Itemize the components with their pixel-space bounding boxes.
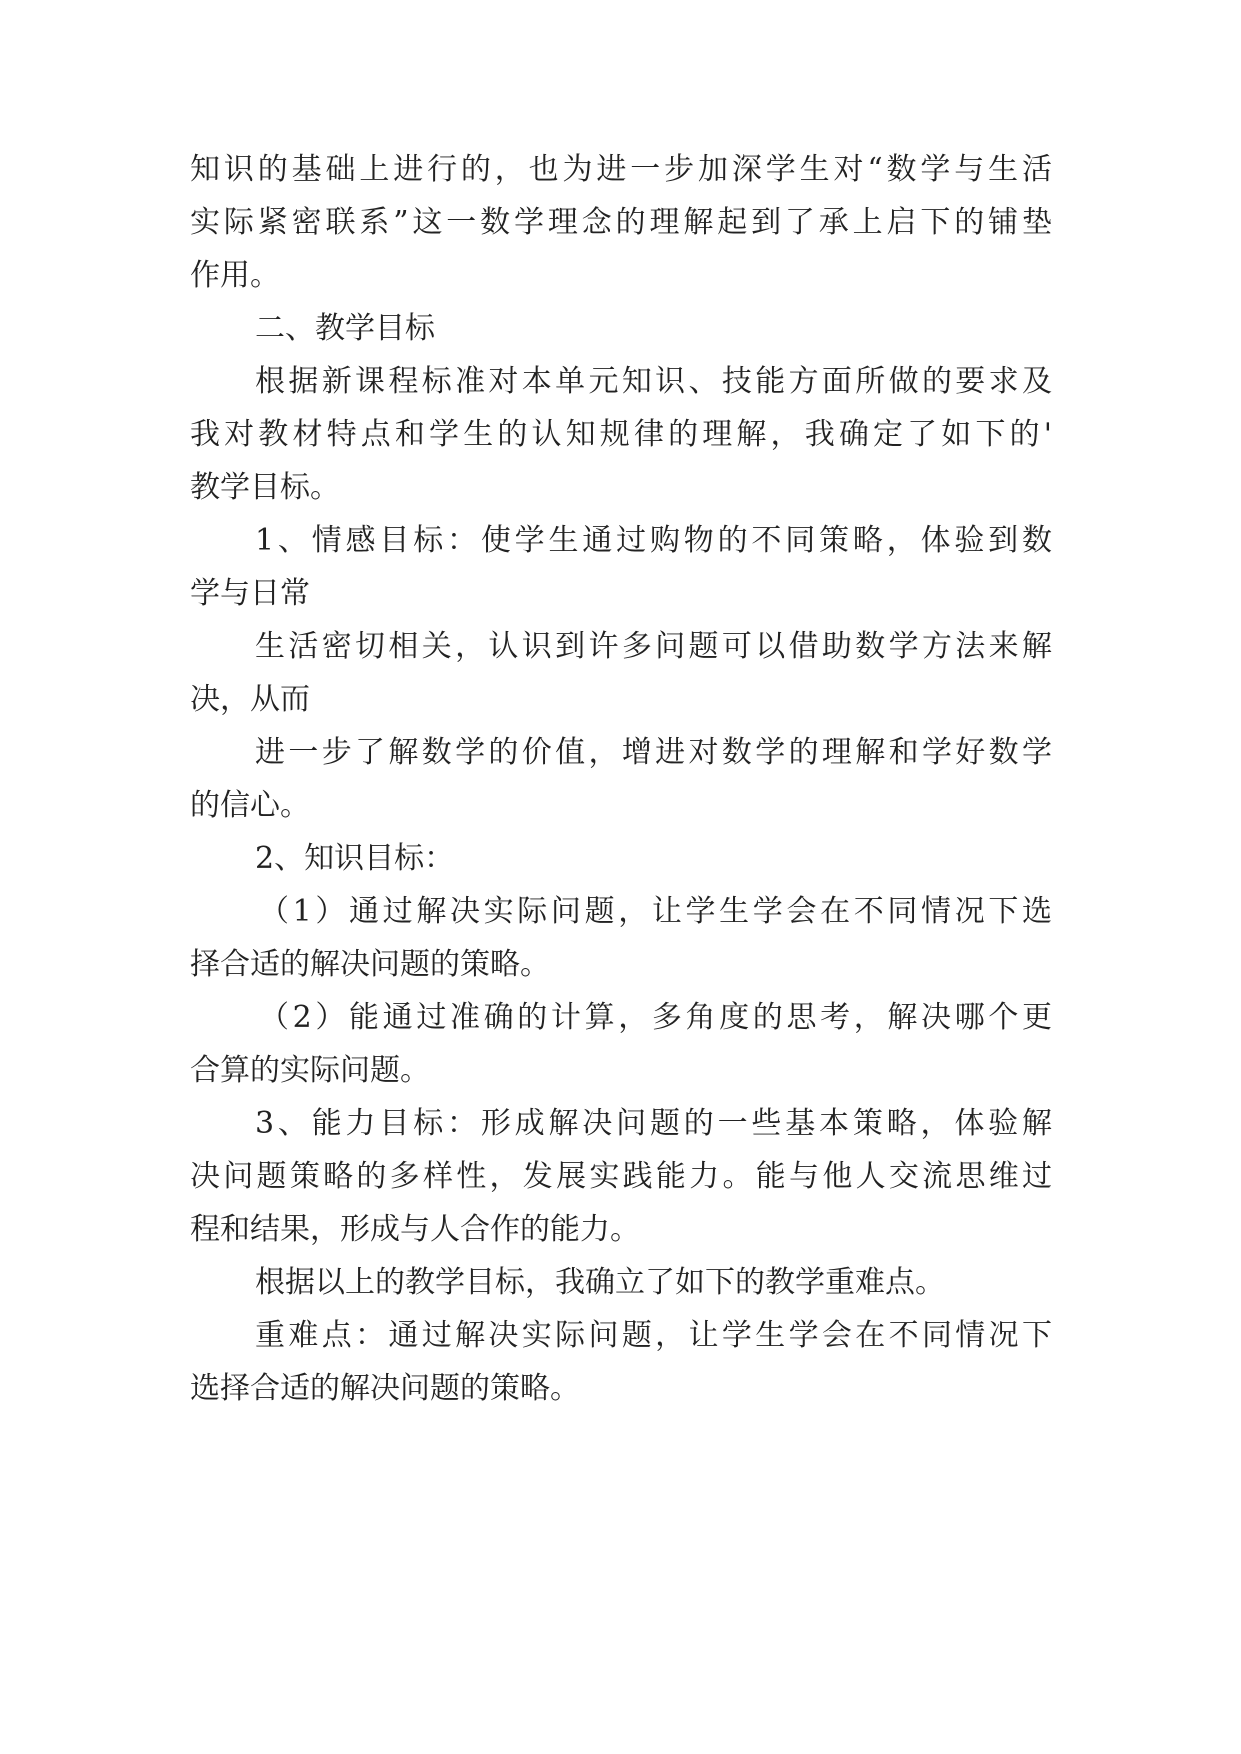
text-line: 学与日常	[190, 576, 310, 611]
text-line: 合算的实际问题。	[190, 1053, 430, 1088]
text-line: 我对教材特点和学生的认知规律的理解，我确定了如下的'	[190, 417, 1052, 452]
section-heading: 二、教学目标	[255, 311, 435, 346]
text-line: 根据新课程标准对本单元知识、技能方面所做的要求及	[255, 364, 1052, 399]
text-line: 程和结果，形成与人合作的能力。	[190, 1212, 640, 1247]
text-line: （1）通过解决实际问题，让学生学会在不同情况下选	[259, 894, 1052, 929]
text-line: 生活密切相关，认识到许多问题可以借助数学方法来解	[255, 629, 1052, 664]
text-line: 进一步了解数学的价值，增进对数学的理解和学好数学	[255, 735, 1052, 770]
text-line: 知识的基础上进行的，也为进一步加深学生对“数学与生活	[190, 152, 1052, 187]
text-line: 教学目标。	[190, 470, 340, 505]
text-line: 择合适的解决问题的策略。	[190, 947, 550, 982]
text-line: 决问题策略的多样性，发展实践能力。能与他人交流思维过	[190, 1159, 1052, 1194]
text-line: 作用。	[190, 258, 280, 293]
text-line: 决，从而	[190, 682, 310, 717]
text-line: 选择合适的解决问题的策略。	[190, 1371, 580, 1406]
text-line: 1、情感目标：使学生通过购物的不同策略，体验到数	[255, 523, 1052, 558]
text-line: 3、能力目标：形成解决问题的一些基本策略，体验解	[255, 1106, 1052, 1141]
text-line: 的信心。	[190, 788, 310, 823]
text-line: 根据以上的教学目标，我确立了如下的教学重难点。	[255, 1265, 945, 1300]
subsection-heading: 2、知识目标：	[255, 841, 455, 876]
text-line: 实际紧密联系”这一数学理念的理解起到了承上启下的铺垫	[190, 205, 1052, 240]
text-line: （2）能通过准确的计算，多角度的思考，解决哪个更	[259, 1000, 1052, 1035]
text-line: 重难点：通过解决实际问题，让学生学会在不同情况下	[255, 1318, 1052, 1353]
